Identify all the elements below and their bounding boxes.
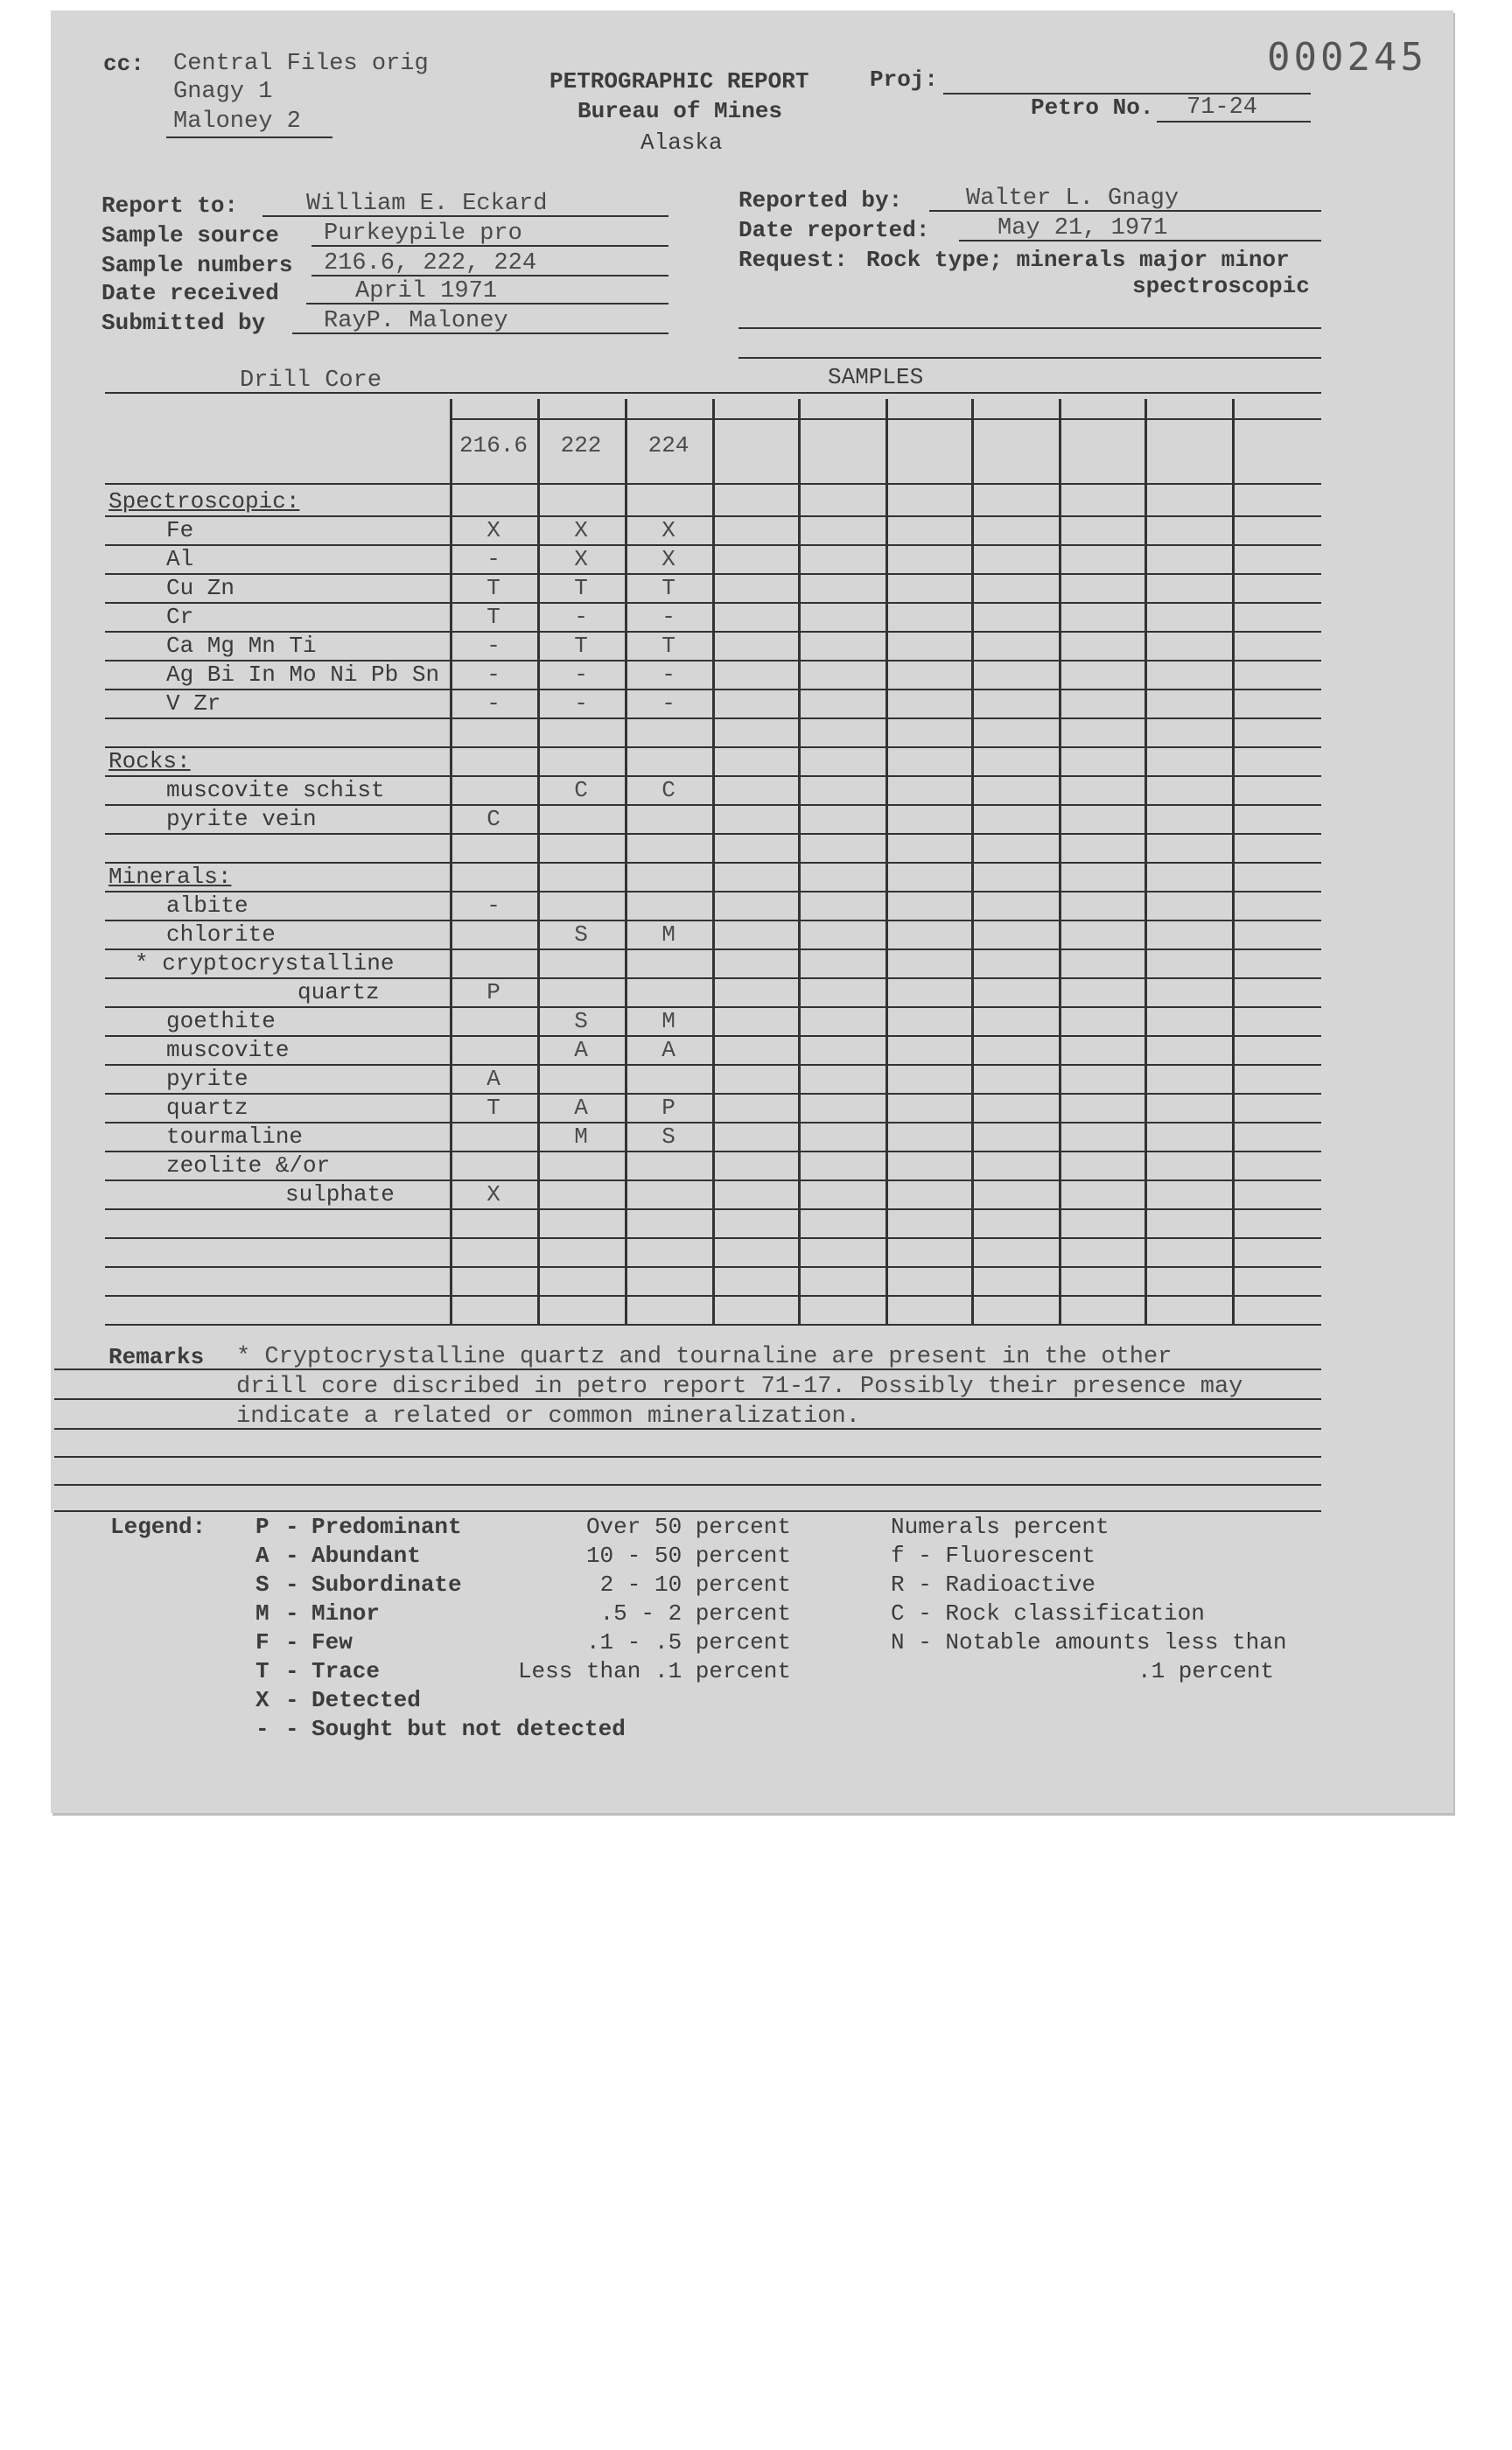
- row-label: muscovite: [166, 1037, 290, 1063]
- column-divider: [450, 399, 452, 1324]
- cc-line-2: Gnagy 1: [173, 79, 273, 105]
- row-value: P: [662, 1095, 676, 1121]
- row-label: quartz: [166, 1095, 248, 1121]
- section-title: Rocks:: [108, 748, 191, 774]
- column-header: 222: [560, 432, 602, 458]
- row-value: T: [662, 633, 676, 659]
- legend-name: Trace: [312, 1658, 381, 1684]
- row-value: -: [486, 662, 500, 688]
- date-reported-underline: [959, 240, 1321, 242]
- row-value: -: [486, 546, 500, 572]
- legend-right-item: .1 percent: [1138, 1658, 1275, 1684]
- row-value: M: [574, 1124, 588, 1150]
- row-value: A: [574, 1095, 588, 1121]
- row-value: -: [486, 690, 500, 717]
- report-location: Alaska: [640, 130, 723, 156]
- legend-name: Detected: [312, 1687, 421, 1713]
- legend-code: S: [256, 1572, 270, 1598]
- legend-code: -: [256, 1716, 270, 1742]
- report-subtitle: Bureau of Mines: [578, 98, 783, 124]
- date-reported-label: Date reported:: [738, 217, 930, 243]
- section-title: Minerals:: [108, 864, 232, 890]
- row-value: X: [486, 517, 500, 543]
- row-value: C: [574, 777, 588, 803]
- row-label: tourmaline: [166, 1124, 304, 1150]
- remarks-rule-1: [54, 1368, 1321, 1370]
- row-label: zeolite &/or: [166, 1152, 331, 1179]
- row-label: * cryptocrystalline: [135, 950, 395, 976]
- row-value: -: [662, 604, 676, 630]
- row-value: X: [486, 1181, 500, 1208]
- samples-header: SAMPLES: [828, 364, 924, 390]
- row-value: -: [486, 633, 500, 659]
- row-label: muscovite schist: [166, 777, 385, 803]
- row-label: V Zr: [166, 690, 221, 717]
- row-label: sulphate: [285, 1181, 395, 1208]
- row-value: S: [662, 1124, 676, 1150]
- row-value: -: [574, 690, 588, 717]
- reported-by-value: Walter L. Gnagy: [966, 186, 1180, 212]
- legend-label: Legend:: [110, 1514, 206, 1540]
- legend-name: Sought but not detected: [312, 1716, 626, 1742]
- row-value: -: [574, 604, 588, 630]
- date-received-underline: [306, 303, 668, 304]
- row-value: C: [662, 777, 676, 803]
- column-divider: [971, 399, 974, 1324]
- cc-label: cc:: [103, 51, 144, 77]
- sample-source-label: Sample source: [102, 222, 279, 248]
- column-divider: [798, 399, 801, 1324]
- legend-dash: -: [285, 1716, 299, 1742]
- legend-range: 2 - 10 percent: [599, 1572, 791, 1598]
- row-label: goethite: [166, 1008, 276, 1034]
- row-value: -: [486, 892, 500, 919]
- legend-right-item: C - Rock classification: [891, 1600, 1205, 1627]
- row-label: pyrite vein: [166, 806, 317, 832]
- section-title: Spectroscopic:: [108, 488, 300, 514]
- row-value: S: [574, 1008, 588, 1034]
- row-value: S: [574, 921, 588, 948]
- petro-underline: [1157, 121, 1311, 122]
- row-value: P: [486, 979, 500, 1005]
- petro-value: 71-24: [1186, 94, 1258, 121]
- legend-dash: -: [285, 1600, 299, 1627]
- legend-code: F: [256, 1629, 270, 1656]
- row-label: Ca Mg Mn Ti: [166, 633, 317, 659]
- column-divider: [712, 399, 715, 1324]
- remarks-line-2: drill core discribed in petro report 71-17. Possibly their presence may: [236, 1374, 1243, 1400]
- legend-dash: -: [285, 1572, 299, 1598]
- row-value: X: [662, 517, 676, 543]
- legend-name: Few: [312, 1629, 353, 1656]
- document-number: 000245: [1267, 35, 1427, 80]
- legend-code: T: [256, 1658, 270, 1684]
- row-value: T: [574, 633, 588, 659]
- legend-name: Subordinate: [312, 1572, 462, 1598]
- remarks-line-3: indicate a related or common mineralization.: [236, 1404, 860, 1430]
- row-value: A: [486, 1066, 500, 1092]
- row-value: X: [662, 546, 676, 572]
- row-label: quartz: [298, 979, 380, 1005]
- cc-line-1: Central Files orig: [173, 51, 429, 77]
- legend-dash: -: [285, 1629, 299, 1656]
- legend-dash: -: [285, 1543, 299, 1569]
- row-label: pyrite: [166, 1066, 248, 1092]
- legend-right-item: R - Radioactive: [891, 1572, 1096, 1598]
- row-label: Cu Zn: [166, 575, 235, 601]
- legend-right-item: N - Notable amounts less than: [891, 1629, 1287, 1656]
- row-label: Fe: [166, 517, 194, 543]
- row-rule: [105, 1324, 1321, 1326]
- row-value: T: [574, 575, 588, 601]
- submitted-by-label: Submitted by: [102, 310, 266, 336]
- remarks-line-1: * Cryptocrystalline quartz and tournaline are present in the other: [236, 1344, 1172, 1370]
- row-value: M: [662, 921, 676, 948]
- remarks-rule-2: [54, 1398, 1321, 1400]
- legend-right-item: f - Fluorescent: [891, 1543, 1096, 1569]
- sample-numbers-value: 216.6, 222, 224: [324, 250, 537, 276]
- row-value: A: [662, 1037, 676, 1063]
- remarks-rule-3: [54, 1428, 1321, 1430]
- legend-dash: -: [285, 1687, 299, 1713]
- column-divider: [1144, 399, 1147, 1324]
- legend-name: Abundant: [312, 1543, 421, 1569]
- column-header: 216.6: [458, 432, 528, 458]
- legend-range: Less than .1 percent: [517, 1658, 791, 1684]
- row-value: T: [486, 575, 500, 601]
- legend-name: Minor: [312, 1600, 381, 1627]
- row-value: C: [486, 806, 500, 832]
- sample-numbers-label: Sample numbers: [102, 252, 293, 278]
- sample-source-value: Purkeypile pro: [324, 220, 522, 247]
- submitted-by-value: RayP. Maloney: [324, 308, 508, 334]
- row-label: Ag Bi In Mo Ni Pb Sn: [166, 662, 440, 688]
- request-underline-1: [738, 327, 1321, 329]
- row-label: chlorite: [166, 921, 276, 948]
- row-label: Al: [166, 546, 194, 572]
- report-title: PETROGRAPHIC REPORT: [550, 68, 809, 94]
- remarks-rule-6: [54, 1510, 1321, 1512]
- legend-range: Over 50 percent: [585, 1514, 791, 1540]
- drill-core-header: Drill Core: [240, 368, 382, 394]
- submitted-by-underline: [292, 332, 668, 334]
- legend-code: A: [256, 1543, 270, 1569]
- row-label: albite: [166, 892, 248, 919]
- request-line-2: spectroscopic: [1132, 273, 1310, 299]
- column-divider: [886, 399, 888, 1324]
- row-value: M: [662, 1008, 676, 1034]
- reported-by-label: Reported by:: [738, 187, 903, 214]
- row-value: -: [662, 690, 676, 717]
- row-value: T: [662, 575, 676, 601]
- row-value: T: [486, 604, 500, 630]
- proj-label: Proj:: [870, 66, 939, 93]
- legend-code: P: [256, 1514, 270, 1540]
- column-header: 224: [648, 432, 690, 458]
- date-reported-value: May 21, 1971: [998, 215, 1168, 242]
- table-top-rule: [105, 392, 1321, 394]
- date-received-label: Date received: [102, 280, 279, 306]
- report-to-underline: [262, 215, 668, 217]
- legend-dash: -: [285, 1658, 299, 1684]
- row-value: T: [486, 1095, 500, 1121]
- request-underline-2: [738, 357, 1321, 359]
- cc-underline: [166, 136, 332, 138]
- legend-range: .5 - 2 percent: [599, 1600, 791, 1627]
- column-divider: [625, 399, 627, 1324]
- petro-label: Petro No.: [1031, 94, 1154, 121]
- request-label: Request:: [738, 247, 848, 273]
- request-line-1: Rock type; minerals major minor: [866, 247, 1290, 273]
- legend-code: X: [256, 1687, 270, 1713]
- legend-range: .1 - .5 percent: [585, 1629, 791, 1656]
- reported-by-underline: [929, 210, 1321, 212]
- sample-source-underline: [312, 245, 668, 247]
- report-to-value: William E. Eckard: [306, 191, 548, 217]
- legend-right-item: Numerals percent: [891, 1514, 1110, 1540]
- legend-name: Predominant: [312, 1514, 462, 1540]
- legend-dash: -: [285, 1514, 299, 1540]
- date-received-value: April 1971: [355, 278, 498, 304]
- report-to-label: Report to:: [102, 192, 239, 219]
- cc-line-3: Maloney 2: [173, 108, 301, 135]
- row-value: X: [574, 546, 588, 572]
- column-divider: [1232, 399, 1235, 1324]
- row-value: -: [662, 662, 676, 688]
- row-value: X: [574, 517, 588, 543]
- remarks-label: Remarks: [108, 1344, 205, 1370]
- remarks-rule-5: [54, 1484, 1321, 1486]
- row-value: -: [574, 662, 588, 688]
- row-value: A: [574, 1037, 588, 1063]
- row-label: Cr: [166, 604, 194, 630]
- column-divider: [1059, 399, 1061, 1324]
- legend-code: M: [256, 1600, 270, 1627]
- column-divider: [537, 399, 540, 1324]
- remarks-rule-4: [54, 1456, 1321, 1458]
- legend-range: 10 - 50 percent: [585, 1543, 791, 1569]
- sample-numbers-underline: [312, 275, 668, 276]
